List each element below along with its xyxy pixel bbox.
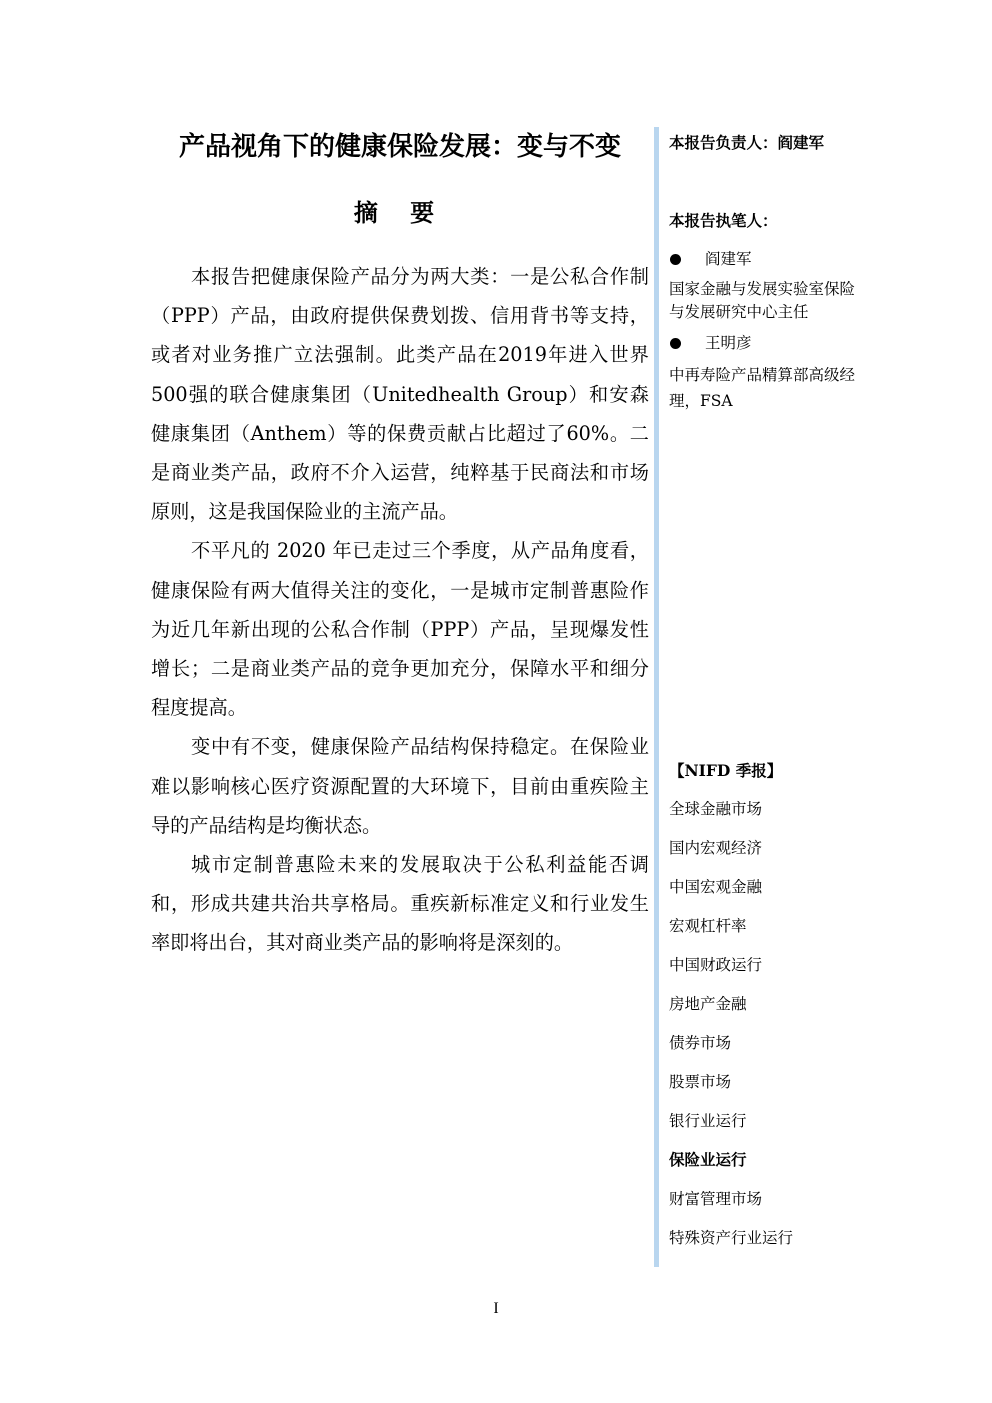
- abstract-paragraph-3: 变中有不变，健康保险产品结构保持稳定。在保险业难以影响核心医疗资源配置的大环境下，目前由重疾险主导的产品结构是均衡状态。: [151, 735, 649, 837]
- nav-item-china-macro-finance: 中国宏观金融: [669, 878, 763, 896]
- nav-item-real-estate: 房地产金融: [669, 995, 747, 1013]
- author-affiliation: 中再寿险产品精算部高级经理，FSA: [669, 366, 856, 410]
- abstract-paragraph-1: 本报告把健康保险产品分为两大类：一是公私合作制（PPP）产品，由政府提供保费划拨、信用背书等支持，或者对业务推广立法强制。此类产品在2019年进入世界500强的联合健康集团（Unitedhealth Group）和安森健康集团（Anthem）等的保费贡献占比超过了60%。二是商业类产品，政府不介入运营，纯粹基于民商法和市场原则，这是我国保险业的主流产品。: [151, 265, 649, 524]
- nav-item-bond-market: 债券市场: [669, 1034, 732, 1052]
- nav-item-insurance: 保险业运行: [669, 1150, 747, 1169]
- bullet-icon: [670, 338, 681, 349]
- author-name: 阎建军: [705, 250, 752, 268]
- abstract-body: [151, 257, 649, 963]
- nav-item-special-assets: 特殊资产行业运行: [669, 1229, 794, 1247]
- nav-item-domestic-macro: 国内宏观经济: [669, 839, 763, 857]
- nav-item-fiscal: 中国财政运行: [669, 956, 763, 974]
- report-responsible: 本报告负责人：阎建军: [669, 133, 825, 152]
- sidebar: [669, 130, 869, 414]
- writers-label: 本报告执笔人：: [669, 211, 778, 230]
- abstract-paragraph-4: 城市定制普惠险未来的发展取决于公私利益能否调和，形成共建共治共享格局。重疾新标准定义和行业发生率即将出台，其对商业类产品的影响将是深刻的。: [151, 853, 649, 955]
- nav-item-macro-leverage: 宏观杠杆率: [669, 917, 747, 935]
- nifd-quarterly-list: [669, 758, 889, 1264]
- author-affiliation: 国家金融与发展实验室保险与发展研究中心主任: [669, 280, 856, 321]
- author-2: [669, 330, 869, 356]
- nav-title: 【NIFD 季报】: [669, 761, 783, 780]
- page-number: I: [493, 1300, 499, 1317]
- author-name: 王明彦: [705, 334, 752, 352]
- bullet-icon: [670, 254, 681, 265]
- nav-item-global-markets: 全球金融市场: [669, 800, 763, 818]
- nav-item-stock-market: 股票市场: [669, 1073, 732, 1091]
- report-title: 产品视角下的健康保险发展：变与不变: [178, 132, 621, 162]
- nav-item-banking: 银行业运行: [669, 1112, 747, 1130]
- column-divider: [654, 127, 659, 1267]
- author-1: [669, 246, 869, 272]
- nav-item-wealth-management: 财富管理市场: [669, 1190, 763, 1208]
- abstract-paragraph-2: 不平凡的 2020 年已走过三个季度，从产品角度看，健康保险有两大值得关注的变化，一是城市定制普惠险作为近几年新出现的公私合作制（PPP）产品，呈现爆发性增长；二是商业类产品的竞争更加充分，保障水平和细分程度提高。: [151, 539, 649, 720]
- abstract-heading: 摘 要: [353, 199, 447, 227]
